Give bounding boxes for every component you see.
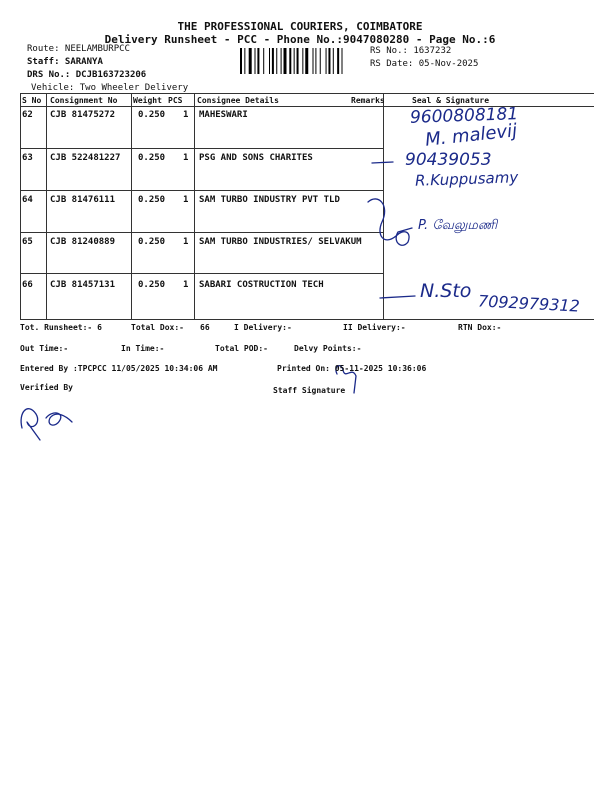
row-consignment: CJB 81476111 bbox=[50, 195, 116, 205]
ii-delivery: II Delivery:- bbox=[343, 323, 406, 332]
row-consignee: PSG AND SONS CHARITES bbox=[199, 153, 313, 163]
runsheet-title: Delivery Runsheet - PCC - Phone No.:9047080280 - Page No.:6 bbox=[104, 33, 496, 46]
col-weight-header: Weight bbox=[133, 96, 162, 105]
row-consignee: SABARI COSTRUCTION TECH bbox=[199, 280, 324, 290]
row-consignee: SAM TURBO INDUSTRY PVT TLD bbox=[199, 195, 340, 205]
row-consignee: SAM TURBO INDUSTRIES/ SELVAKUM bbox=[199, 237, 362, 247]
handwritten-signature: N.Sto bbox=[420, 280, 472, 302]
pen-scribble-row-64 bbox=[368, 199, 412, 245]
in-time: In Time:- bbox=[121, 344, 165, 353]
row-consignment: CJB 81457131 bbox=[50, 280, 116, 290]
row-consignee: MAHESWARI bbox=[199, 110, 248, 120]
row-sno: 63 bbox=[22, 153, 33, 163]
staff: Staff: SARANYA bbox=[27, 57, 103, 67]
row-sno: 66 bbox=[22, 280, 33, 290]
total-pod: Total POD:- bbox=[215, 344, 268, 353]
rs-date: RS Date: 05-Nov-2025 bbox=[370, 59, 479, 69]
verified-by: Verified By bbox=[20, 383, 73, 392]
delvy-points: Delvy Points:- bbox=[294, 344, 362, 353]
row-weight: 0.250 bbox=[138, 110, 166, 120]
pen-dash-row-66 bbox=[380, 296, 415, 298]
verifier-signature bbox=[21, 409, 72, 440]
col-consignment-header: Consignment No bbox=[50, 96, 118, 105]
total-runsheet: Tot. Runsheet:- 6 bbox=[20, 323, 102, 332]
rtn-dox: RTN Dox:- bbox=[458, 323, 502, 332]
handwritten-signature: M. malevij bbox=[424, 120, 519, 151]
handwritten-phone: 9600808181 bbox=[409, 104, 519, 128]
row-weight: 0.250 bbox=[138, 237, 166, 247]
route: Route: NEELAMBURPCC bbox=[27, 44, 130, 54]
row-sno: 64 bbox=[22, 195, 33, 205]
row-pcs: 1 bbox=[183, 195, 189, 205]
row-sno: 65 bbox=[22, 237, 33, 247]
col-sno-header: S No bbox=[22, 96, 42, 105]
col-remarks-header: Remarks bbox=[351, 96, 385, 105]
i-delivery: I Delivery:- bbox=[234, 323, 292, 332]
row-weight: 0.250 bbox=[138, 280, 166, 290]
vehicle: Vehicle: Two Wheeler Delivery bbox=[31, 83, 189, 93]
row-consignment: CJB 81475272 bbox=[50, 110, 116, 120]
row-consignment: CJB 81240889 bbox=[50, 237, 116, 247]
total-dox-label: Total Dox:- bbox=[131, 323, 184, 332]
row-pcs: 1 bbox=[183, 153, 189, 163]
entered-by: Entered By :TPCPCC 11/05/2025 10:34:06 AM bbox=[20, 364, 218, 373]
out-time: Out Time:- bbox=[20, 344, 69, 353]
row-pcs: 1 bbox=[183, 237, 189, 247]
total-dox-value: 66 bbox=[200, 323, 210, 332]
rs-number: RS No.: 1637232 bbox=[370, 46, 452, 56]
handwritten-signature: P. வேலுமணி bbox=[418, 218, 498, 233]
handwritten-phone: 90439053 bbox=[405, 150, 492, 170]
staff-signature-label: Staff Signature bbox=[273, 386, 346, 395]
row-pcs: 1 bbox=[183, 110, 189, 120]
col-consignee-header: Consignee Details bbox=[197, 96, 279, 105]
row-consignment: CJB 522481227 bbox=[50, 153, 121, 163]
pen-dash-row-63 bbox=[372, 162, 393, 163]
row-weight: 0.250 bbox=[138, 195, 166, 205]
drs-number: DRS No.: DCJB163723206 bbox=[27, 70, 147, 80]
handwritten-phone: 7092979312 bbox=[477, 291, 581, 316]
handwritten-signature: R.Kuppusamy bbox=[414, 168, 519, 190]
row-pcs: 1 bbox=[183, 280, 189, 290]
col-seal-header: Seal & Signature bbox=[412, 96, 490, 105]
col-pcs-header: PCS bbox=[168, 96, 183, 105]
row-sno: 62 bbox=[22, 110, 33, 120]
row-weight: 0.250 bbox=[138, 153, 166, 163]
company-name: THE PROFESSIONAL COURIERS, COIMBATORE bbox=[177, 20, 423, 33]
printed-on: Printed On: 05-11-2025 10:36:06 bbox=[277, 364, 427, 373]
